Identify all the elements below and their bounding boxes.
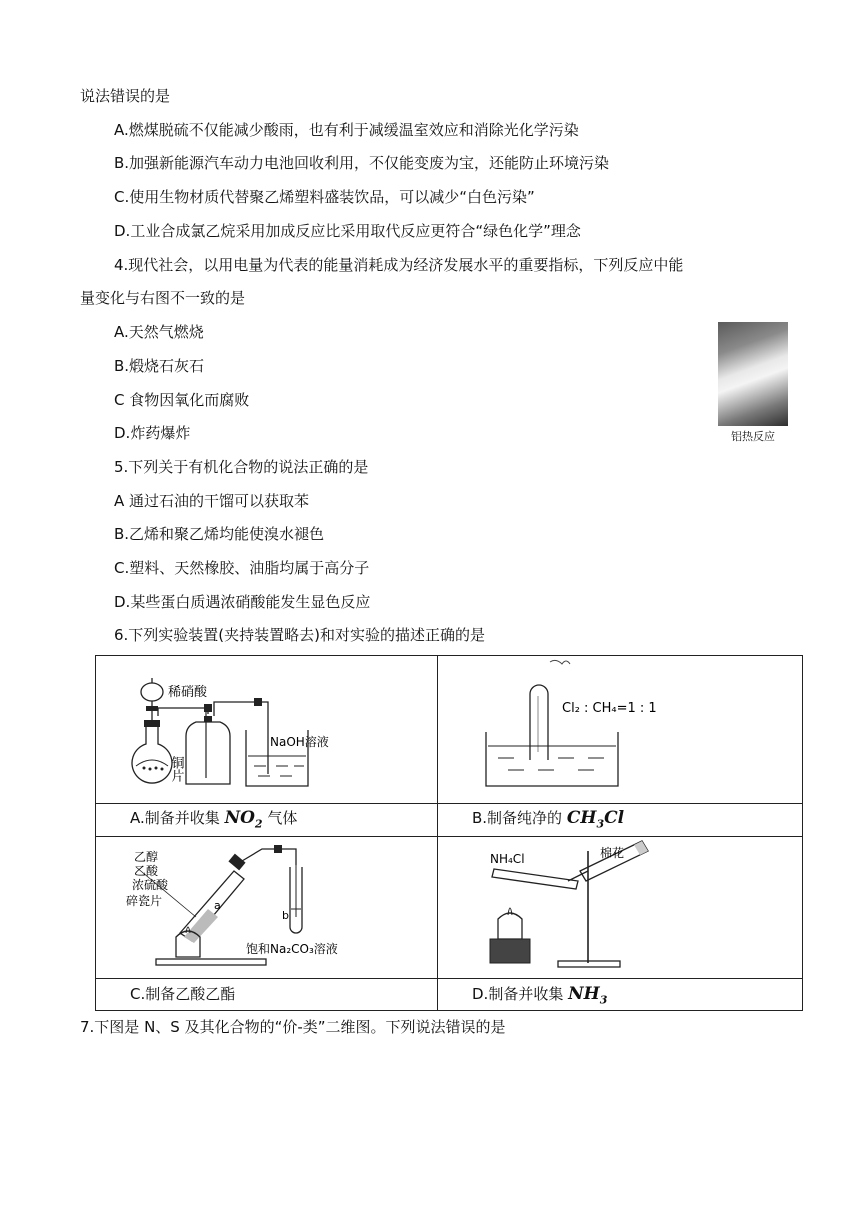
label-gas-ratio: Cl₂ : CH₄=1 : 1 [562,701,657,716]
apparatus-b [438,656,804,803]
table-divider [96,978,802,979]
thermite-reaction-image [718,322,788,426]
formula-ch3cl-main: CH [566,808,597,828]
apparatus-a [96,656,437,803]
q5-option-a: A 通过石油的干馏可以获取苯 [114,492,310,510]
caption-d-prefix: D.制备并收集 [472,985,564,1003]
formula-ch3cl-sub: 3 [596,817,605,831]
q5-option-b: B.乙烯和聚乙烯均能使溴水褪色 [114,525,325,543]
apparatus-a-diagram [96,656,437,803]
label-naoh-solution: NaOH溶液 [270,735,329,749]
label-acetic-acid: 乙酸 [134,864,159,878]
q3-option-c: C.使用生物材质代替聚乙烯塑料盛装饮品，可以减少“白色污染” [114,188,535,206]
q4-stem-line2: 量变化与右图不一致的是 [80,289,246,307]
label-dilute-nitric-acid: 稀硝酸 [168,685,208,700]
q3-option-d: D.工业合成氯乙烷采用加成反应比采用取代反应更符合“绿色化学”理念 [114,222,581,240]
q3-option-b: B.加强新能源汽车动力电池回收利用，不仅能变废为宝，还能防止环境污染 [114,154,610,172]
q7-stem: 7.下图是 N、S 及其化合物的“价-类”二维图。下列说法错误的是 [80,1018,506,1036]
label-copper: 铜片 [168,756,184,782]
q3-option-a: A.燃煤脱硫不仅能减少酸雨，也有利于减缓温室效应和消除光化学污染 [114,121,579,139]
caption-a-prefix: A.制备并收集 [130,809,220,827]
formula-no2-sub: 2 [254,817,263,831]
label-sulfuric-acid: 浓硫酸 [132,878,169,892]
thermite-photo-caption: 铝热反应 [731,430,775,443]
q4-option-d: D.炸药爆炸 [114,424,191,442]
label-ethanol: 乙醇 [134,850,159,864]
apparatus-c [96,837,437,978]
caption-b [472,808,624,834]
formula-no2 [224,808,263,831]
label-porcelain-chips: 碎瓷片 [126,894,163,908]
formula-nh3-main: NH [568,984,600,1004]
label-cotton: 棉花 [600,846,625,860]
caption-b-prefix: B.制备纯净的 [472,809,563,827]
formula-ch3cl [566,808,625,831]
q4-option-a: A.天然气燃烧 [114,323,204,341]
table-divider [96,803,802,804]
label-nh4cl: NH₄Cl [490,852,525,866]
formula-nh3-sub: 3 [599,993,608,1007]
formula-nh3 [568,984,608,1007]
apparatus-c-diagram [96,837,437,978]
q4-option-b: B.煅烧石灰石 [114,357,205,375]
caption-c: C.制备乙酸乙酯 [130,985,236,1003]
apparatus-d [438,837,804,978]
caption-a-suffix: 气体 [267,809,298,827]
q5-stem: 5.下列关于有机化合物的说法正确的是 [114,458,369,476]
formula-no2-main: NO [224,808,255,828]
label-na2co3-solution: 饱和Na₂CO₃溶液 [246,942,338,956]
thermite-photo [718,322,788,450]
q4-option-c: C 食物因氧化而腐败 [114,391,250,409]
apparatus-b-diagram [438,656,804,803]
caption-d [472,984,607,1010]
q5-option-c: C.塑料、天然橡胶、油脂均属于高分子 [114,559,370,577]
apparatus-d-diagram [438,837,804,978]
formula-ch3cl-tail: Cl [604,808,625,828]
label-b: b [282,909,289,922]
label-a: a [214,899,221,912]
experiment-table [95,655,803,1011]
q3-stem-tail: 说法错误的是 [80,87,171,105]
caption-a [130,808,297,834]
q4-stem-line1: 4.现代社会，以用电量为代表的能量消耗成为经济发展水平的重要指标，下列反应中能 [114,256,684,274]
q6-stem: 6.下列实验装置(夹持装置略去)和对实验的描述正确的是 [114,626,486,644]
q5-option-d: D.某些蛋白质遇浓硝酸能发生显色反应 [114,593,371,611]
